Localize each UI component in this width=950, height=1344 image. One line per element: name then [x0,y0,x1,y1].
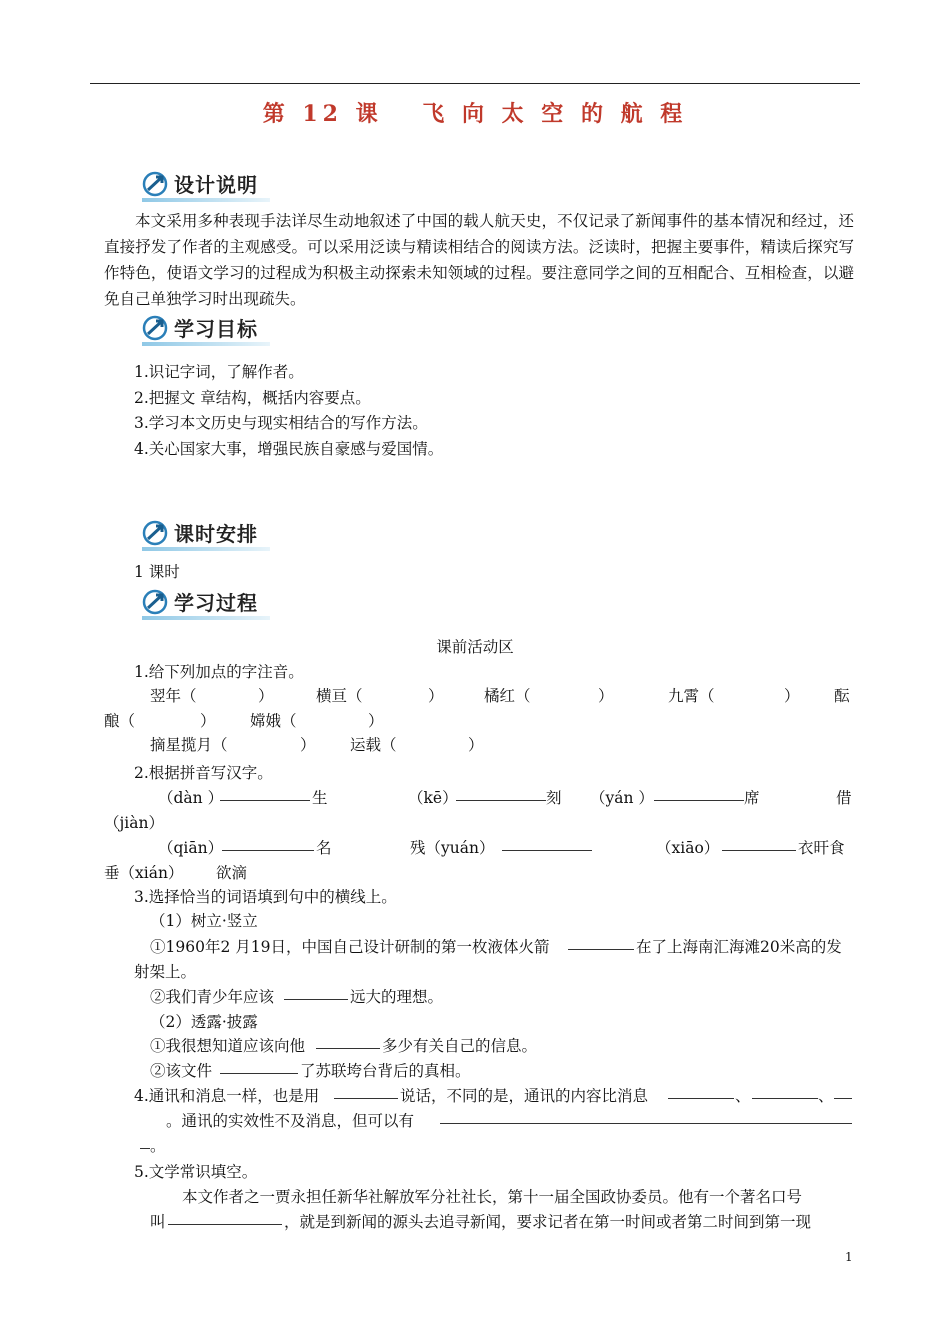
q1-item: ） [200,712,216,730]
q5-text: 本文作者之一贾永担任新华社解放军分社社长，第十一届全国政协委员。他有一个著名口号 [182,1188,803,1206]
blank-line[interactable] [316,1034,380,1049]
q3-sentence: 射架上。 [134,963,197,981]
q1-item: 运载（ [350,736,397,754]
pen-arrow-icon [140,168,170,198]
top-rule [90,83,860,84]
blank-line[interactable] [284,985,348,1000]
blank-line[interactable] [222,836,314,851]
q2-char: 刻 [546,789,562,807]
section-underline [142,547,270,551]
blank-line[interactable] [186,861,216,875]
blank-line[interactable] [168,1210,282,1225]
q2-char: 名 [316,839,332,857]
q1-item: ） [784,687,800,705]
q4-sep: 、 [735,1087,751,1105]
q2-pinyin: （xiāo） [656,839,720,857]
section-label: 学习目标 [174,316,258,341]
q4-text: 。 [150,1137,166,1155]
q3-sentence: 了苏联垮台背后的真相。 [300,1062,471,1080]
section-header-schedule [140,515,258,549]
section-underline [142,342,270,346]
q2-title: 2.根据拼音写汉字。 [134,764,273,782]
blank-line[interactable] [134,1109,166,1123]
q4-text: 4.通讯和消息一样，也是用 [134,1087,320,1105]
q1-item: ） [468,736,484,754]
q2-pinyin: （dàn ） [158,789,224,807]
blank-line[interactable] [220,1059,298,1074]
q1-item: 橘红（ [484,687,531,705]
q1-item: ） [368,712,384,730]
section-underline [142,616,270,620]
q3-sentence: 多少有关自己的信息。 [382,1037,538,1055]
q1-item: 酝 [834,687,850,705]
page-title: 第 12 课 飞 向 太 空 的 航 程 [262,101,688,127]
blank-line[interactable] [752,1084,818,1099]
q3-sentence: ①我很想知道应该向他 [150,1037,306,1055]
schedule-text: 1 课时 [134,563,180,581]
section-label: 课时安排 [174,521,258,546]
section-header-process [140,584,258,618]
pen-arrow-icon [140,517,170,547]
q4-text: 说话，不同的是，通讯的内容比消息 [400,1087,649,1105]
page-number: 1 [845,1250,853,1264]
q3-sentence: ②该文件 [150,1062,213,1080]
q4-text: 。通讯的实效性不及消息，但可以有 [166,1112,415,1130]
q3-sentence: 在了上海南汇海滩20米高的发 [636,938,842,956]
q5-title: 5.文学常识填空。 [134,1163,258,1181]
q3-title: 3.选择恰当的词语填到句中的横线上。 [134,888,397,906]
q2-pinyin: 垂（xián） [104,864,184,882]
blank-line[interactable] [568,935,634,950]
q2-pinyin: （jiàn） [104,814,164,832]
blank-line[interactable] [440,1109,852,1124]
q1-item: 嫦娥（ [250,712,297,730]
q4-sep: 、 [818,1087,834,1105]
q3-sentence: 远大的理想。 [350,988,444,1006]
q3-sentence: ①1960年2 月19日，中国自己设计研制的第一枚液体火箭 [150,938,550,956]
section-label: 学习过程 [174,590,258,615]
goal-item-4: 4.关心国家大事，增强民族自豪感与爱国情。 [134,440,444,458]
q2-char: 借 [836,789,852,807]
q1-item: 九霄（ [668,687,715,705]
q3-group-2: （2）透露·披露 [150,1013,258,1031]
q1-item: 横亘（ [316,687,363,705]
area-title: 课前活动区 [436,638,514,656]
pen-arrow-icon [140,586,170,616]
section-label: 设计说明 [174,172,258,197]
q2-pinyin: （yán ） [590,789,654,807]
blank-line[interactable] [456,786,546,801]
blank-line[interactable] [220,786,310,801]
section-underline [142,198,270,202]
goal-item-3: 3.学习本文历史与现实相结合的写作方法。 [134,414,428,432]
q3-sentence: ②我们青少年应该 [150,988,275,1006]
blank-line[interactable] [722,836,796,851]
section-header-goals [140,310,258,344]
section-header-design [140,166,258,200]
q1-item: ） [300,736,316,754]
pen-arrow-icon [140,312,170,342]
q2-char: 生 [312,789,328,807]
q1-item: 翌年（ [150,687,197,705]
q2-char: 席 [744,789,760,807]
q5-text: ，就是到新闻的源头去追寻新闻，要求记者在第一时间或者第二时间到第一现 [284,1213,812,1231]
q1-item: ） [258,687,274,705]
q2-pinyin: （kē） [408,789,458,807]
q5-text: 叫 [150,1213,166,1231]
blank-line[interactable] [668,1084,734,1099]
goal-item-2: 2.把握文 章结构，概括内容要点。 [134,389,371,407]
q1-item: ） [598,687,614,705]
q2-char: 欲滴 [216,864,248,882]
goal-item-1: 1.识记字词，了解作者。 [134,363,304,381]
blank-line[interactable] [502,836,592,851]
q2-pinyin: （qiān） [158,839,224,857]
q1-item: ） [428,687,444,705]
q2-char: 衣旰食 [798,839,845,857]
q1-item: 摘星揽月（ [150,736,228,754]
blank-line[interactable] [654,786,744,801]
blank-line[interactable] [834,1084,852,1099]
blank-line[interactable] [334,1084,398,1099]
design-paragraph: 本文采用多种表现手法详尽生动地叙述了中国的载人航天史，不仅记录了新闻事件的基本情况和经过，还直接抒发了作者的主观感受。可以采用泛读与精读相结合的阅读方法。泛读时，把握主要事件，精读后探究写作特色，使语文学习的过程成为积极主动探索未知领域的过程。要注意同学之间的互相配合、互相检查，以避免自己单独学习时出现疏失。 [104,212,854,308]
q2-pinyin: 残（yuán） [410,839,495,857]
q1-title: 1.给下列加点的字注音。 [134,663,304,681]
q1-item: 酿（ [104,712,136,730]
q3-group-1: （1）树立·竖立 [150,912,258,930]
blank-line[interactable] [140,1134,150,1149]
